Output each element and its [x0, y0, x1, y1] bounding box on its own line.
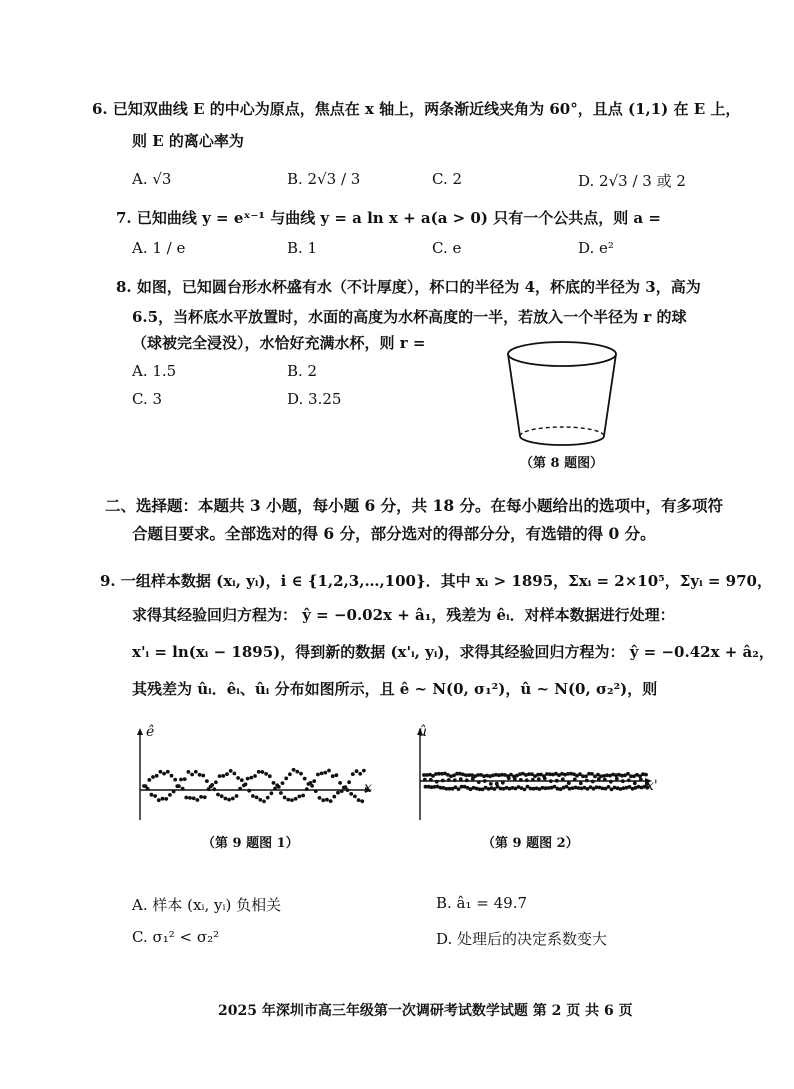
- residual-point: [519, 778, 523, 782]
- residual-point: [644, 773, 648, 777]
- residual-point: [298, 795, 302, 799]
- residual-point: [615, 777, 619, 781]
- residual-point: [279, 791, 283, 795]
- residual-point: [246, 777, 250, 781]
- residual-point: [325, 798, 329, 802]
- q9-stem-line3: x'ᵢ = ln(xᵢ − 1895)，得到新的数据 (x'ᵢ, yᵢ)，求得其经验回归方程为： ŷ = −0.42x + â₂，: [132, 643, 774, 661]
- residual-point: [457, 787, 461, 791]
- residual-point: [626, 772, 630, 776]
- residual-point: [190, 773, 194, 777]
- residual-point: [187, 770, 191, 774]
- residual-point: [362, 769, 366, 773]
- residual-point: [294, 797, 298, 801]
- section2-heading-line2: 合题目要求。全部选对的得 6 分，部分选对的得部分分，有选错的得 0 分。: [132, 524, 656, 543]
- q7-stem: 7. 已知曲线 y = eˣ⁻¹ 与曲线 y = a ln x + a(a > 0) 只有一个公共点，则 a =: [116, 209, 661, 227]
- residual-point: [493, 787, 497, 791]
- residual-point: [229, 769, 233, 773]
- residual-point: [318, 796, 322, 800]
- residual-point: [301, 794, 305, 798]
- residual-point: [249, 776, 253, 780]
- cup-figure: [500, 338, 630, 450]
- residual-point: [150, 793, 154, 797]
- fig1-caption: （第 9 题图 1）: [202, 836, 299, 851]
- residual-point: [627, 778, 631, 782]
- fig2-caption: （第 9 题图 2）: [482, 836, 579, 851]
- residual-point: [316, 773, 320, 777]
- residual-point: [621, 779, 625, 783]
- q9-option-c: C. σ₁² < σ₂²: [132, 928, 220, 946]
- residual-point: [360, 799, 364, 803]
- residual-point: [347, 780, 351, 784]
- residual-point: [295, 770, 299, 774]
- residual-point: [262, 800, 266, 804]
- residual-point: [272, 781, 276, 785]
- residual-point: [203, 795, 207, 799]
- residual-point: [194, 770, 198, 774]
- residual-point: [609, 780, 613, 784]
- residual-point: [561, 777, 565, 781]
- residual-point: [284, 777, 288, 781]
- residual-point: [221, 774, 225, 778]
- residual-point: [261, 770, 265, 774]
- q9-option-b: B. â₁ = 49.7: [436, 894, 528, 912]
- residual-point: [205, 779, 209, 783]
- residual-point: [353, 795, 357, 799]
- residual-point: [453, 778, 457, 782]
- residual-point: [423, 778, 427, 782]
- residual-point: [525, 778, 529, 782]
- residual-point: [225, 772, 229, 776]
- section2-heading-line1: 二、选择题：本题共 3 小题，每小题 6 分，共 18 分。在每小题给出的选项中，有多项符: [105, 496, 724, 515]
- residual-point: [201, 774, 205, 778]
- residual-plot-2: [410, 728, 660, 820]
- residual-point: [151, 775, 155, 779]
- residual-point: [495, 782, 499, 786]
- residual-point: [357, 798, 361, 802]
- residual-point: [170, 774, 174, 778]
- residual-point: [281, 781, 285, 785]
- residual-point: [247, 789, 251, 793]
- residual-point: [303, 777, 307, 781]
- residual-point: [489, 782, 493, 786]
- residual-point: [266, 796, 270, 800]
- residual-point: [233, 772, 237, 776]
- residual-point: [164, 797, 168, 801]
- q7-option-d: D. e²: [578, 239, 614, 257]
- residual-point: [199, 795, 203, 799]
- residual-point: [314, 789, 318, 793]
- residual-point: [198, 773, 202, 777]
- residual-point: [579, 781, 583, 785]
- residual-point: [286, 798, 290, 802]
- residual-point: [501, 781, 505, 785]
- q7-option-c: C. e: [432, 239, 462, 257]
- residual-point: [537, 777, 541, 781]
- residual-point: [549, 779, 553, 783]
- q7-option-b: B. 1: [287, 239, 318, 257]
- residual-point: [216, 793, 220, 797]
- residual-point: [183, 777, 187, 781]
- residual-point: [590, 772, 594, 776]
- residual-point: [543, 777, 547, 781]
- residual-point: [264, 772, 268, 776]
- residual-point: [283, 796, 287, 800]
- residual-point: [236, 776, 240, 780]
- residual-point: [310, 784, 314, 788]
- fig2-y-axis-label: û: [418, 724, 428, 740]
- residual-point: [555, 779, 559, 783]
- residual-point: [161, 797, 165, 801]
- residual-point: [299, 772, 303, 776]
- residual-point: [277, 785, 281, 789]
- residual-point: [268, 774, 272, 778]
- residual-point: [288, 772, 292, 776]
- q9-stem-line1: 9. 一组样本数据 (xᵢ, yᵢ)，i ∈ {1,2,3,…,100}．其中 xᵢ > 1895，Σxᵢ = 2×10⁵，Σyᵢ = 970，: [100, 572, 772, 590]
- residual-point: [220, 794, 224, 798]
- residual-point: [336, 791, 340, 795]
- residual-point: [240, 778, 244, 782]
- residual-point: [507, 776, 511, 780]
- q6-stem-line1: 6. 已知双曲线 E 的中心为原点，焦点在 x 轴上，两条渐近线夹角为 60°，且点 (1,1) 在 E 上，: [92, 100, 741, 118]
- residual-point: [166, 770, 170, 774]
- residual-point: [639, 778, 643, 782]
- residual-point: [214, 780, 218, 784]
- residual-point: [441, 779, 445, 783]
- residual-point: [210, 783, 214, 787]
- residual-point: [513, 777, 517, 781]
- residual-point: [355, 769, 359, 773]
- q6-option-c: C. 2: [432, 170, 463, 188]
- residual-point: [155, 774, 159, 778]
- q9-option-d: D. 处理后的决定系数变大: [436, 930, 608, 948]
- residual-point: [447, 778, 451, 782]
- residual-point: [429, 778, 433, 782]
- q8-option-a: A. 1.5: [132, 362, 177, 380]
- residual-point: [358, 772, 362, 776]
- residual-point: [270, 791, 274, 795]
- residual-point: [523, 788, 527, 792]
- residual-point: [162, 772, 166, 776]
- residual-point: [173, 778, 177, 782]
- residual-point: [172, 790, 176, 794]
- residual-point: [346, 788, 350, 792]
- fig1-y-axis-label: ê: [146, 724, 155, 740]
- residual-point: [607, 785, 611, 789]
- residual-point: [181, 787, 185, 791]
- residual-plot-1: [130, 728, 380, 820]
- residual-point: [312, 779, 316, 783]
- residual-point: [196, 798, 200, 802]
- page-footer: 2025 年深圳市高三年级第一次调研考试数学试题 第 2 页 共 6 页: [218, 1003, 633, 1019]
- residual-point: [290, 798, 294, 802]
- residual-point: [188, 796, 192, 800]
- residual-point: [244, 782, 248, 786]
- q8-stem-line3: （球被完全浸没），水恰好充满水杯，则 r =: [132, 334, 426, 352]
- residual-point: [323, 771, 327, 775]
- residual-point: [292, 768, 296, 772]
- q8-option-d: D. 3.25: [287, 390, 342, 408]
- residual-point: [603, 778, 607, 782]
- q8-option-b: B. 2: [287, 362, 318, 380]
- residual-point: [146, 787, 150, 791]
- q6-option-a: A. √3: [132, 170, 172, 188]
- residual-point: [332, 795, 336, 799]
- residual-point: [179, 778, 183, 782]
- residual-point: [321, 798, 325, 802]
- residual-point: [231, 797, 235, 801]
- residual-point: [331, 774, 335, 778]
- residual-point: [573, 778, 577, 782]
- residual-point: [251, 794, 255, 798]
- residual-point: [192, 796, 196, 800]
- residual-point: [157, 798, 161, 802]
- residual-point: [147, 778, 151, 782]
- residual-point: [153, 794, 157, 798]
- residual-point: [584, 774, 588, 778]
- fig2-x-axis-label: x': [646, 778, 658, 794]
- q9-option-a: A. 样本 (xᵢ, yᵢ) 负相关: [132, 896, 282, 914]
- residual-point: [320, 772, 324, 776]
- residual-point: [305, 787, 309, 791]
- residual-point: [633, 781, 637, 785]
- residual-point: [238, 787, 242, 791]
- residual-point: [255, 796, 259, 800]
- residual-point: [465, 778, 469, 782]
- residual-point: [257, 770, 261, 774]
- q9-stem-line2: 求得其经验回归方程为： ŷ = −0.02x + â₁，残差为 êᵢ．对样本数据进行处理：: [132, 606, 675, 624]
- residual-point: [253, 774, 257, 778]
- residual-point: [335, 773, 339, 777]
- residual-point: [351, 772, 355, 776]
- q9-stem-line4: 其残差为 ûᵢ．êᵢ、ûᵢ 分布如图所示，且 ê ~ N(0, σ₁²)，û ~ N(0, σ₂²)，则: [132, 680, 658, 698]
- residual-point: [531, 778, 535, 782]
- residual-point: [235, 794, 239, 798]
- residual-point: [338, 781, 342, 785]
- residual-point: [218, 774, 222, 778]
- fig1-x-axis-label: x: [364, 780, 372, 796]
- q8-option-c: C. 3: [132, 390, 163, 408]
- q6-option-b: B. 2√3 / 3: [287, 170, 361, 188]
- residual-point: [184, 796, 188, 800]
- residual-point: [477, 780, 481, 784]
- residual-point: [567, 781, 571, 785]
- q8-figure-caption: （第 8 题图）: [520, 456, 604, 471]
- residual-point: [159, 770, 163, 774]
- residual-point: [177, 784, 181, 788]
- q6-option-d: D. 2√3 / 3 或 2: [578, 172, 686, 190]
- residual-point: [273, 787, 277, 791]
- residual-point: [227, 798, 231, 802]
- residual-point: [459, 777, 463, 781]
- residual-point: [340, 789, 344, 793]
- residual-point: [329, 799, 333, 803]
- residual-point: [258, 798, 262, 802]
- q7-option-a: A. 1 / e: [132, 239, 186, 257]
- residual-point: [168, 793, 172, 797]
- q6-stem-line2: 则 E 的离心率为: [132, 132, 244, 150]
- residual-point: [327, 769, 331, 773]
- residual-point: [224, 797, 228, 801]
- residual-point: [585, 779, 589, 783]
- residual-point: [212, 787, 216, 791]
- q8-stem-line1: 8. 如图，已知圆台形水杯盛有水（不计厚度），杯口的半径为 4，杯底的半径为 3，高为: [116, 278, 701, 296]
- residual-point: [591, 780, 595, 784]
- residual-point: [349, 792, 353, 796]
- residual-point: [435, 780, 439, 784]
- residual-point: [483, 779, 487, 783]
- q8-stem-line2: 6.5，当杯底水平放置时，水面的高度为水杯高度的一半，若放入一个半径为 r 的球: [132, 308, 687, 326]
